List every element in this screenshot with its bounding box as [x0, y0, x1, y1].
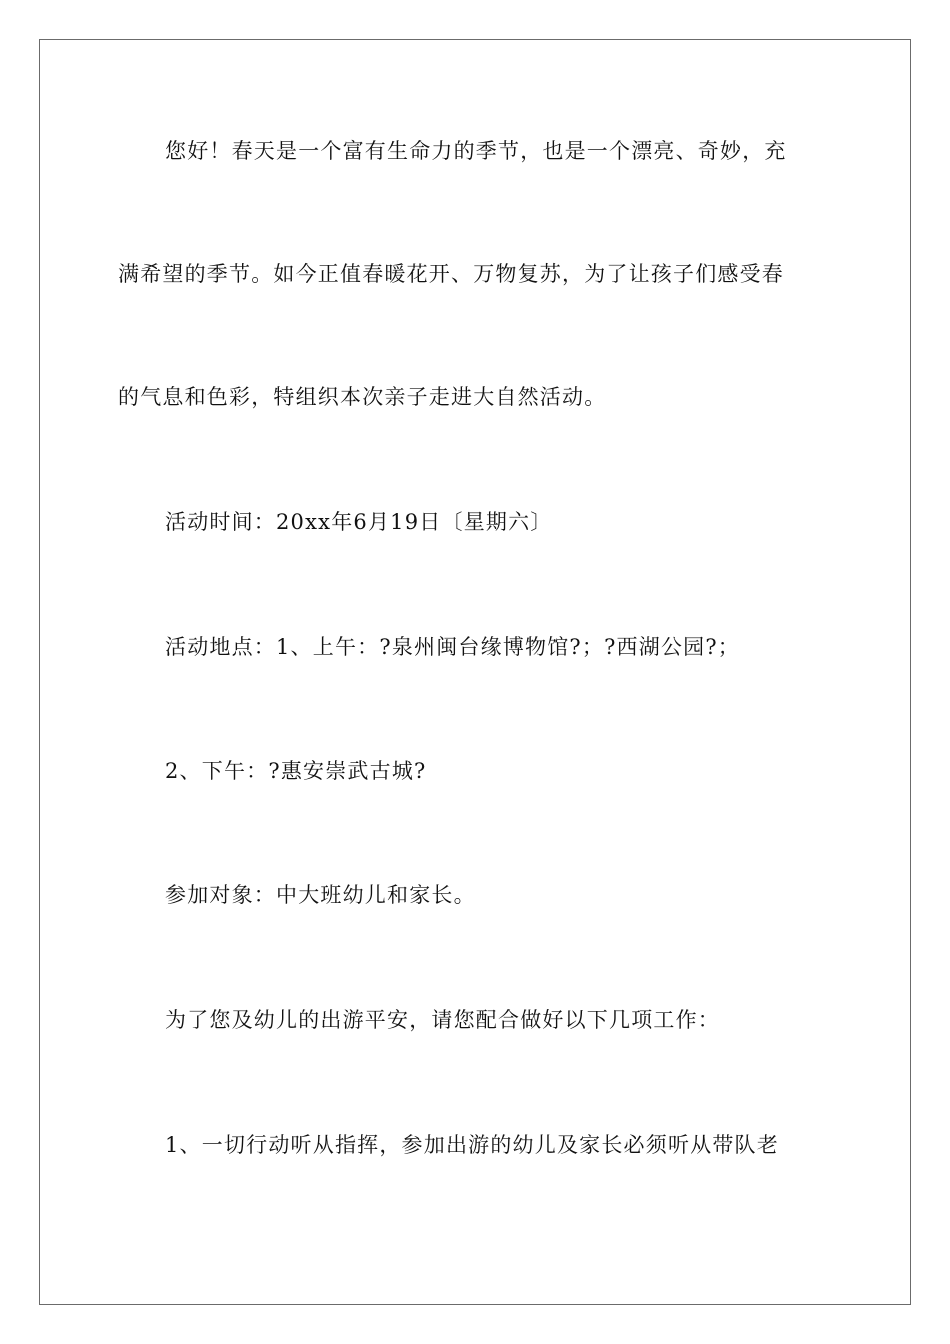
activity-time-line: 活动时间：20xx年6月19日〔星期六〕 [165, 510, 553, 534]
paragraph-greeting-line-3: 的气息和色彩，特组织本次亲子走进大自然活动。 [118, 385, 607, 409]
paragraph-greeting-line-2: 满希望的季节。如今正值春暖花开、万物复苏，为了让孩子们感受春 [118, 262, 784, 286]
safety-intro-line: 为了您及幼儿的出游平安，请您配合做好以下几项工作： [165, 1008, 720, 1032]
page-border [39, 39, 911, 1305]
activity-location-afternoon-line: 2、下午：?惠安崇武古城? [165, 759, 427, 783]
paragraph-greeting-line-1: 您好！春天是一个富有生命力的季节，也是一个漂亮、奇妙，充 [165, 139, 787, 163]
activity-location-line: 活动地点：1、上午：?泉州闽台缘博物馆?；?西湖公园?； [165, 635, 740, 659]
participants-line: 参加对象：中大班幼儿和家长。 [165, 883, 476, 907]
rule-item-1-line: 1、一切行动听从指挥，参加出游的幼儿及家长必须听从带队老 [165, 1133, 779, 1157]
